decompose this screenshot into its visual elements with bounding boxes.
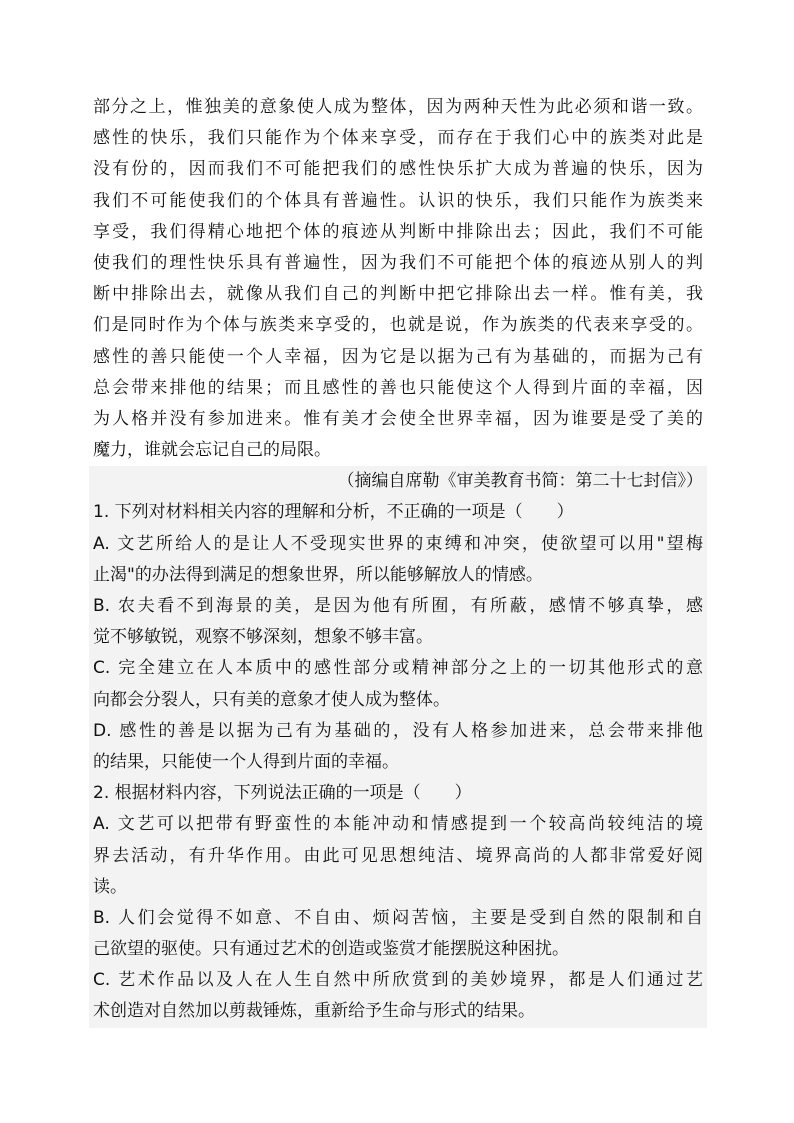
passage-line: 总会带来排他的结果；而且感性的善也只能使这个人得到片面的幸福，因 — [93, 377, 703, 398]
passage-line: 感性的快乐，我们只能作为个体来享受，而存在于我们心中的族类对此是 — [93, 128, 703, 149]
document-page — [93, 92, 703, 1028]
question-stem: 1. 下列对材料相关内容的理解和分析，不正确的一项是（ ） — [89, 497, 707, 528]
passage-line: 我们不可能使我们的个体具有普遍性。认识的快乐，我们只能作为族类来 — [93, 190, 703, 211]
option-line: B. 人们会觉得不如意、不自由、烦闷苦恼，主要是受到自然的限制和自 — [89, 903, 707, 934]
option-line: 的结果，只能使一个人得到片面的幸福。 — [89, 747, 707, 778]
option-line: C. 完全建立在人本质中的感性部分或精神部分之上的一切其他形式的意 — [89, 653, 707, 684]
option-line: D. 感性的善是以据为己有为基础的，没有人格参加进来，总会带来排他 — [89, 716, 707, 747]
option-line: A. 文艺可以把带有野蛮性的本能冲动和情感提到一个较高尚较纯洁的境 — [89, 809, 707, 840]
question-section — [93, 497, 703, 1027]
passage-line: 魔力，谁就会忘记自己的局限。 — [93, 440, 331, 461]
passage-line: 没有份的，因而我们不可能把我们的感性快乐扩大成为普遍的快乐，因为 — [93, 159, 703, 180]
option-line: 术创造对自然加以剪裁锤炼，重新给予生命与形式的结果。 — [89, 996, 707, 1027]
reading-passage — [93, 92, 703, 497]
passage-line: 部分之上，惟独美的意象使人成为整体，因为两种天性为此必须和谐一致。 — [93, 97, 703, 117]
option-line: 己欲望的驱使。只有通过艺术的创造或鉴赏才能摆脱这种困扰。 — [89, 934, 707, 965]
source-citation: （摘编自席勒《审美教育书简：第二十七封信》） — [89, 466, 707, 497]
option-line: B. 农夫看不到海景的美，是因为他有所囿，有所蔽，感情不够真挚，感 — [89, 591, 707, 622]
option-line: 读。 — [89, 872, 707, 903]
question-stem: 2. 根据材料内容，下列说法正确的一项是（ ） — [89, 778, 707, 809]
passage-line: 们是同时作为个体与族类来享受的，也就是说，作为族类的代表来享受的。 — [93, 315, 703, 336]
option-line: A. 文艺所给人的是让人不受现实世界的束缚和冲突，使欲望可以用"望梅 — [89, 529, 707, 560]
option-line: C. 艺术作品以及人在人生自然中所欣赏到的美妙境界，都是人们通过艺 — [89, 965, 707, 996]
passage-line: 使我们的理性快乐具有普遍性，因为我们不可能把个体的痕迹从别人的判 — [93, 252, 703, 273]
passage-line: 为人格并没有参加进来。惟有美才会使全世界幸福，因为谁要是受了美的 — [93, 408, 703, 429]
option-line: 向都会分裂人，只有美的意象才使人成为整体。 — [89, 685, 707, 716]
passage-line: 享受，我们得精心地把个体的痕迹从判断中排除出去；因此，我们不可能 — [93, 221, 703, 242]
passage-line: 断中排除出去，就像从我们自己的判断中把它排除出去一样。惟有美，我 — [93, 284, 703, 305]
option-line: 止渴"的办法得到满足的想象世界，所以能够解放人的情感。 — [89, 560, 707, 591]
passage-line: 感性的善只能使一个人幸福，因为它是以据为己有为基础的，而据为己有 — [93, 346, 703, 367]
option-line: 界去活动，有升华作用。由此可见思想纯洁、境界高尚的人都非常爱好阅 — [89, 841, 707, 872]
option-line: 觉不够敏锐，观察不够深刻，想象不够丰富。 — [89, 622, 707, 653]
